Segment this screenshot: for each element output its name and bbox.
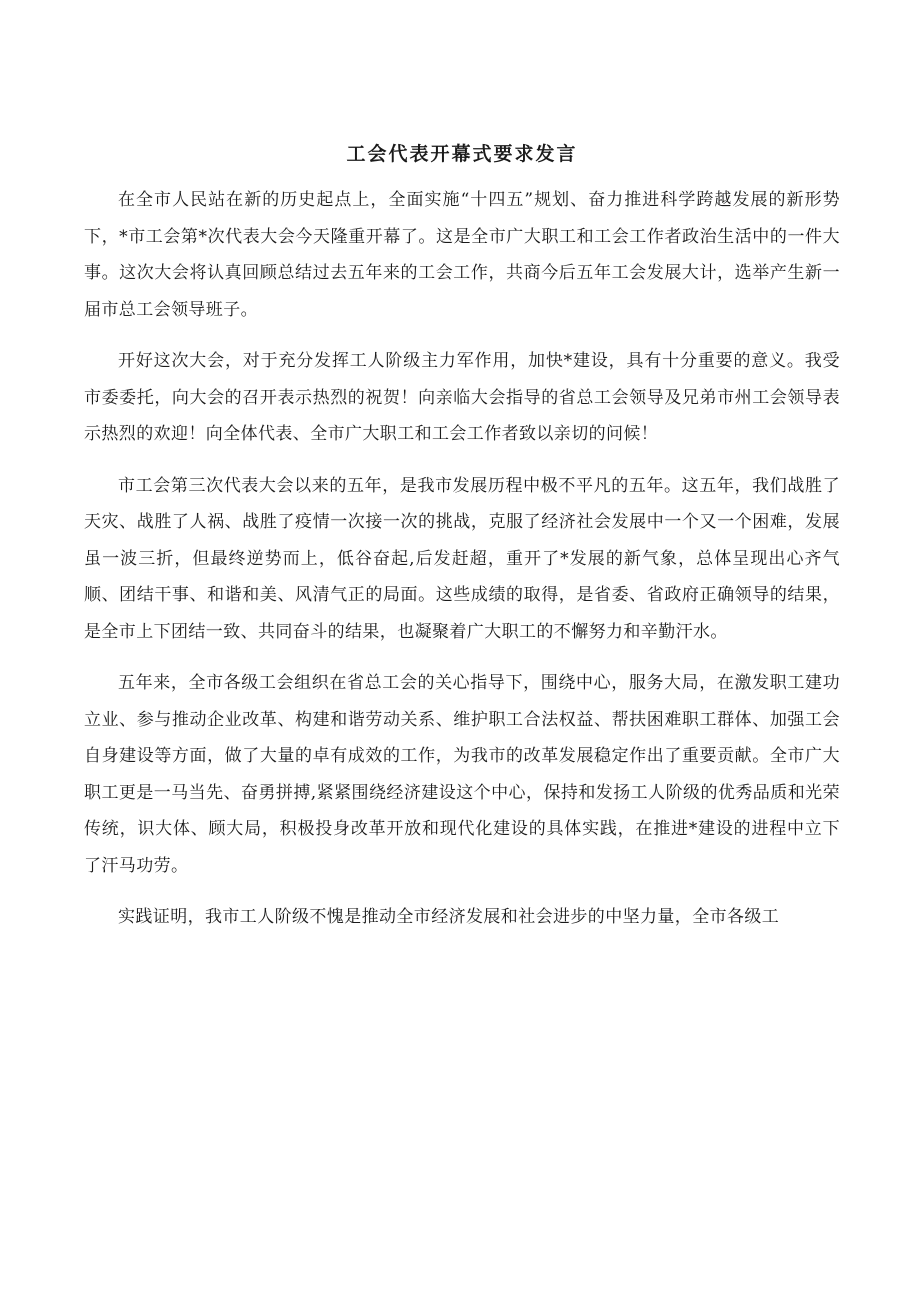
paragraph-5: 实践证明，我市工人阶级不愧是推动全市经济发展和社会进步的中坚力量，全市各级工 xyxy=(118,907,780,927)
document-title: 工会代表开幕式要求发言 xyxy=(346,143,578,165)
paragraph-3: 市工会第三次代表大会以来的五年，是我市发展历程中极不平凡的五年。这五年，我们战胜了天灾、战胜了人祸、战胜了疫情一次接一次的挑战，克服了经济社会发展中一个又一个困难，发展虽一波三折，但最终逆势而上，低谷奋起,后发赶超，重开了*发展的新气象，总体呈现出心齐气顺、团结干事、和谐和美、风清气正的局面。这些成绩的取得，是省委、省政府正确领导的结果，是全市上下团结一致、共同奋斗的结果，也凝聚着广大职工的不懈努力和辛勤汗水。 xyxy=(84,475,840,642)
paragraph-4: 五年来，全市各级工会组织在省总工会的关心指导下，围绕中心，服务大局，在激发职工建功立业、参与推动企业改革、构建和谐劳动关系、维护职工合法权益、帮扶困难职工群体、加强工会自身建设等方面，做了大量的卓有成效的工作，为我市的改革发展稳定作出了重要贡献。全市广大职工更是一马当先、奋勇拼搏,紧紧围绕经济建设这个中心，保持和发扬工人阶级的优秀品质和光荣传统，识大体、顾大局，积极投身改革开放和现代化建设的具体实践，在推进*建设的进程中立下了汗马功劳。 xyxy=(84,673,840,876)
document-page xyxy=(84,0,840,936)
paragraph-2: 开好这次大会，对于充分发挥工人阶级主力军作用，加快*建设，具有十分重要的意义。我受市委委托，向大会的召开表示热烈的祝贺！向亲临大会指导的省总工会领导及兄弟市州工会领导表示热烈的欢迎！向全体代表、全市广大职工和工会工作者致以亲切的问候！ xyxy=(84,351,840,444)
paragraph-1: 在全市人民站在新的历史起点上，全面实施“十四五”规划、奋力推进科学跨越发展的新形势下，*市工会第*次代表大会今天隆重开幕了。这是全市广大职工和工会工作者政治生活中的一件大事。这次大会将认真回顾总结过去五年来的工会工作，共商今后五年工会发展大计，选举产生新一届市总工会领导班子。 xyxy=(84,190,840,320)
